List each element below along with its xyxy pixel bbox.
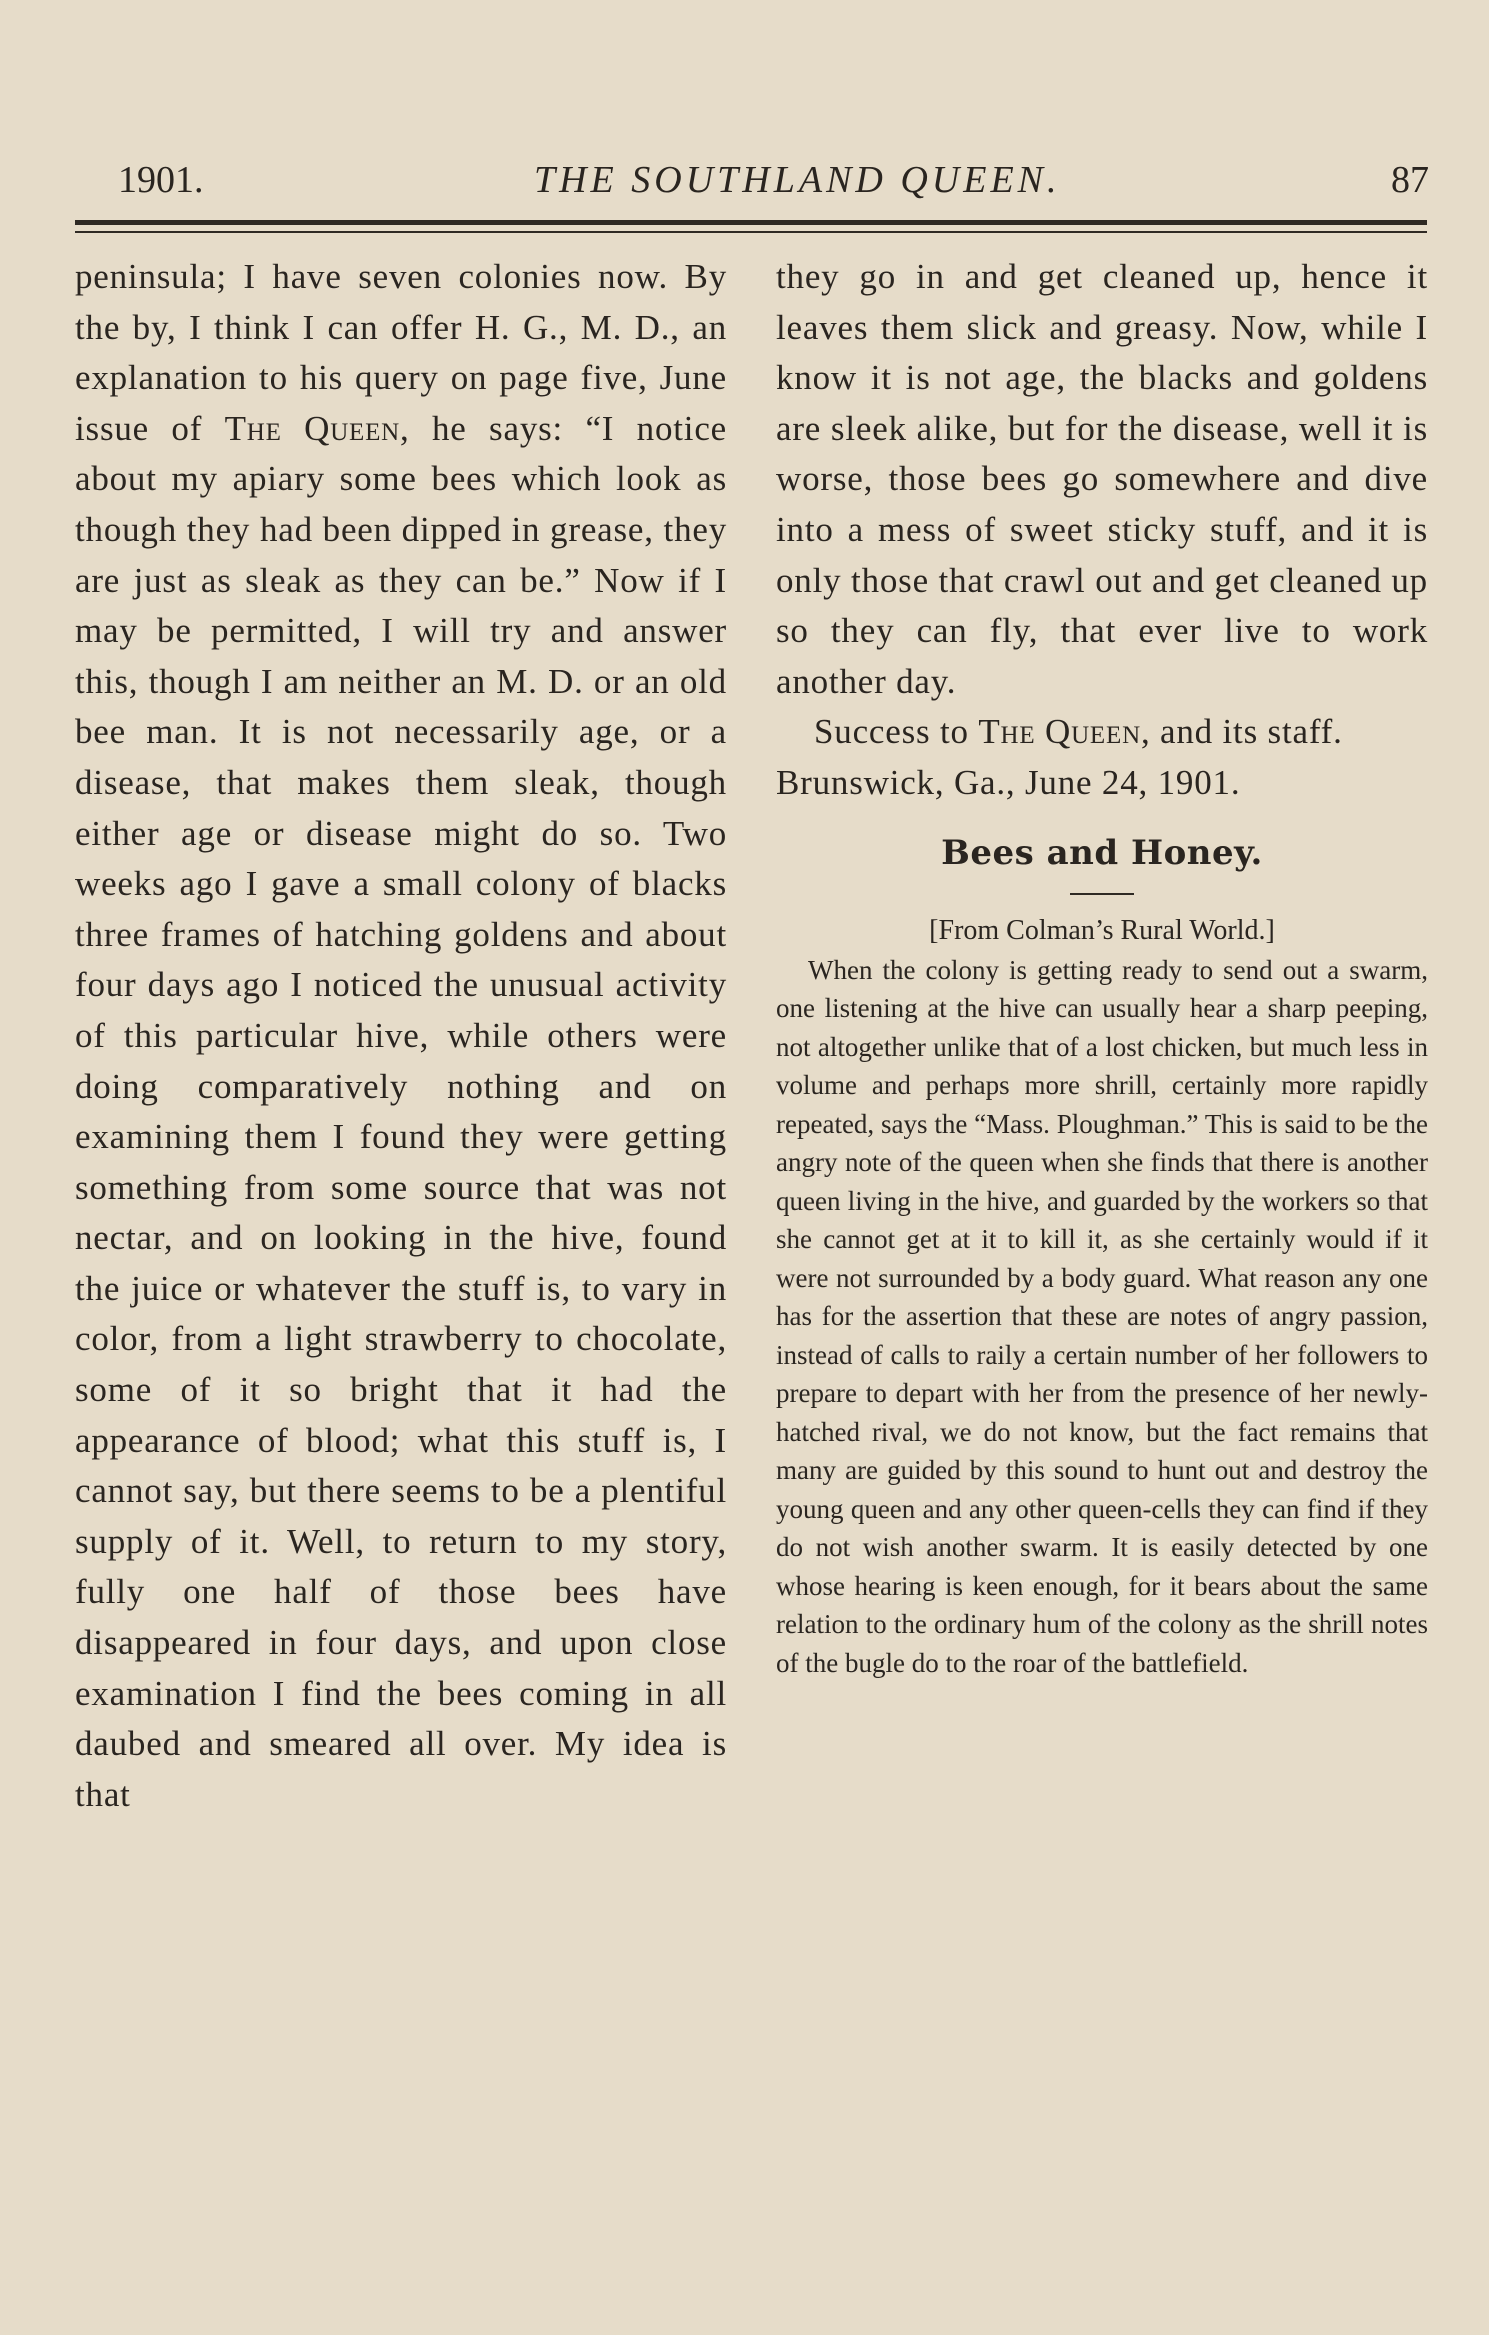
closing-segment-0: Success to [814, 712, 979, 752]
article-heading-rule [1070, 893, 1134, 895]
header-year: 1901. [118, 159, 204, 201]
header-page-number: 87 [1390, 159, 1429, 201]
article-heading: Bees and Honey. [941, 832, 1263, 873]
header-rule-thick [75, 220, 1427, 225]
closing-segment-1-journal-name: The Queen [978, 712, 1141, 752]
left-segment-1-journal-name: The Queen [224, 408, 401, 448]
letter-continuation [776, 252, 1428, 809]
continuation-paragraph: they go in and get cleaned up, hence it leaves them slick and greasy. Now, while I know it is not age, the blacks and goldens are sleek alike, but for the disease, well it is worse, those bees go somewhere and dive into a mess of sweet sticky stuff, and it is only those that crawl out and get cleaned up so they can fly, that ever live to work another day. [776, 257, 1428, 701]
header-journal-title: THE SOUTHLAND QUEEN. [533, 159, 1061, 201]
dateline: Brunswick, Ga., June 24, 1901. [776, 762, 1241, 802]
article [776, 827, 1428, 1683]
left-segment-0: peninsula; I have seven colonies now. By the by, I think I can offer H. G., M. D., an explanation to his query on page five, June issue of [75, 257, 727, 448]
article-source: [From Colman’s Rural World.] [929, 914, 1275, 946]
left-column [75, 252, 727, 1820]
article-paragraph: When the colony is getting ready to send out a swarm, one listening at the hive can usually hear a sharp peeping, not altogether unlike that of a lost chicken, but much less in volume and perhaps more shrill, certainly more rapidly repeated, says the “Mass. Ploughman.” This is said to be the angry note of the queen when she finds that there is another queen living in the hive, and guarded by the workers so that she cannot get at it to kill it, as she certainly would if it were not surrounded by a body guard. What reason any one has for the assertion that these are notes of angry passion, instead of calls to raily a certain number of her followers to prepare to depart with her from the presence of her newly-hatched rival, we do not know, but the fact remains that many are guided by this sound to hunt out and destroy the young queen and any other queen-cells they can find if they do not wish another swarm. It is easily detected by one whose hearing is keen enough, for it bears about the same relation to the ordinary hum of the colony as the shrill notes of the bugle do to the roar of the battlefield. [776, 954, 1428, 1678]
left-column-paragraph [75, 252, 727, 1820]
header-rule-thin [75, 231, 1427, 233]
closing-segment-2: , and its staff. [1140, 712, 1343, 752]
article-body [776, 951, 1428, 1683]
closing-paragraph [776, 707, 1428, 758]
right-column [776, 252, 1428, 1682]
left-segment-2: , he says: “I notice about my apiary some bees which look as though they had been dipped in grease, they are just as sleak as they can be.” Now if I may be permitted, I will try and answer this, though I am neither an M. D. or an old bee man. It is not necessarily age, or a disease, that makes them sleak, though either age or disease might do so. Two weeks ago I gave a small colony of blacks three frames of hatching goldens and about four days ago I noticed the unusual activity of this particular hive, while others were doing comparatively nothing and on examining them I found they were getting something from some source that was not nectar, and on looking in the hive, found the juice or whatever the stuff is, to vary in color, from a light strawberry to chocolate, some of it so bright that it had the appearance of blood; what this stuff is, I cannot say, but there seems to be a plentiful supply of it. Well, to return to my story, fully one half of those bees have disappeared in four days, and upon close examination I find the bees coming in all daubed and smeared all over. My idea is that [75, 408, 727, 1814]
running-header [118, 158, 1429, 208]
